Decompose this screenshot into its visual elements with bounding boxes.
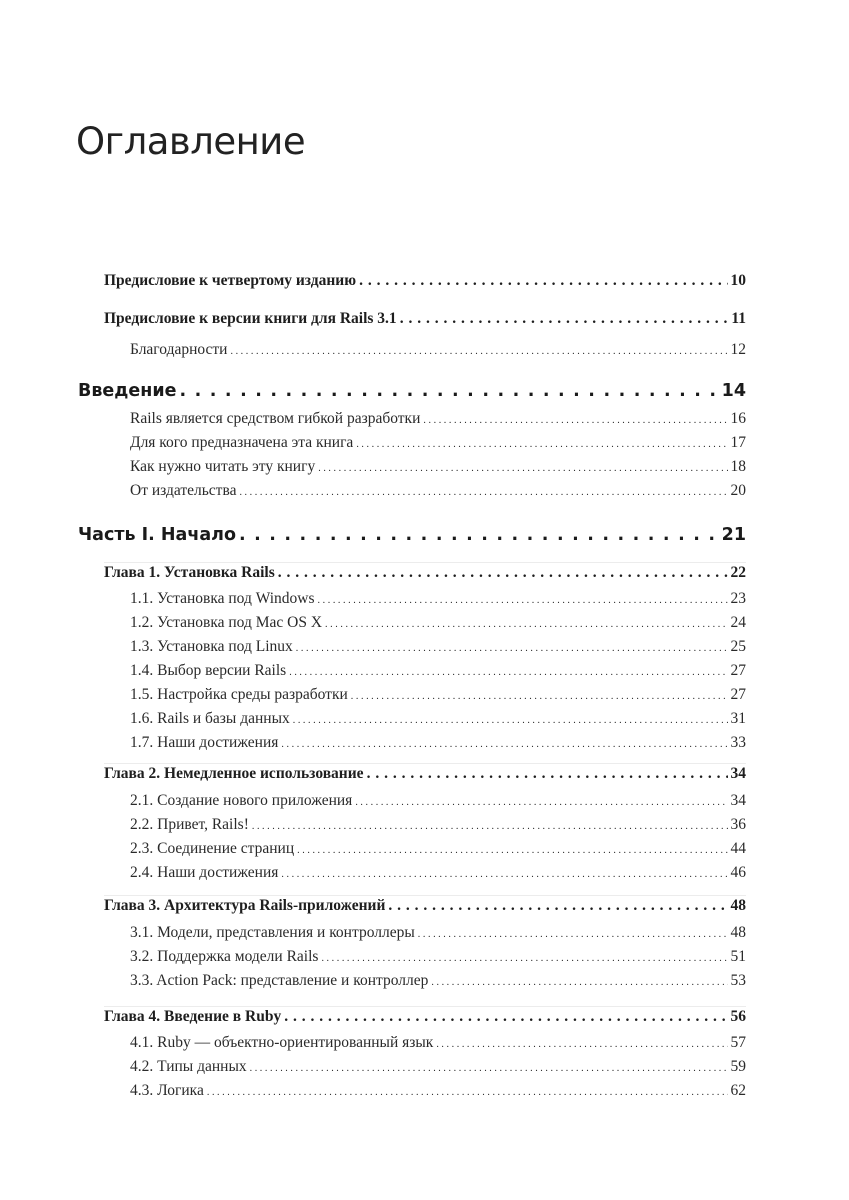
toc-entry-page: 51 <box>730 948 746 965</box>
toc-entry-page: 25 <box>730 638 746 655</box>
toc-entry-page: 24 <box>730 614 746 631</box>
toc-entry-page: 31 <box>730 710 746 727</box>
toc-entry-section[interactable] <box>130 924 746 942</box>
toc-entry-page: 48 <box>730 924 746 941</box>
toc-entry-section[interactable] <box>130 590 746 608</box>
separator <box>104 895 746 896</box>
toc-entry-title: 4.1. Ruby — объектно-ориентированный язык <box>130 1034 434 1051</box>
toc-entry-chapter[interactable] <box>104 272 746 290</box>
toc-entry-title: 4.2. Типы данных <box>130 1058 247 1075</box>
toc-entry-page: 17 <box>730 434 746 451</box>
toc-entry-title: 1.7. Наши достижения <box>130 734 279 751</box>
toc-entry-page: 23 <box>730 590 746 607</box>
toc-entry-page: 27 <box>730 662 746 679</box>
toc-entry-page: 44 <box>730 840 746 857</box>
toc-entry-section[interactable] <box>130 1082 746 1100</box>
leader-dots <box>207 1087 728 1098</box>
toc-entry-section[interactable] <box>130 792 746 810</box>
toc-entry-title: 1.4. Выбор версии Rails <box>130 662 287 679</box>
leader-dots <box>325 619 727 630</box>
toc-entry-chapter[interactable] <box>104 897 746 915</box>
toc-entry-page: 53 <box>730 972 746 989</box>
toc-entry-title: Глава 2. Немедленное использование <box>104 765 364 782</box>
leader-dots <box>367 765 728 783</box>
leader-dots <box>293 715 728 726</box>
toc-entry-title: Благодарности <box>130 341 228 358</box>
toc-entry-page: 34 <box>730 792 746 809</box>
toc-entry-page: 22 <box>730 564 746 581</box>
leader-dots <box>321 953 727 964</box>
toc-entry-title: Предисловие к четвертому изданию <box>104 272 357 289</box>
toc-entry-section[interactable] <box>130 1058 746 1076</box>
toc-entry-page: 48 <box>730 897 746 914</box>
toc-entry-part[interactable] <box>78 525 746 545</box>
toc-entry-section[interactable] <box>130 840 746 858</box>
separator <box>104 763 746 764</box>
toc-entry-section[interactable] <box>130 816 746 834</box>
leader-dots <box>436 1039 727 1050</box>
toc-entry-page: 27 <box>730 686 746 703</box>
toc-entry-title: Глава 3. Архитектура Rails-приложений <box>104 897 386 914</box>
toc-entry-section[interactable] <box>130 482 746 500</box>
toc-entry-section[interactable] <box>130 341 746 359</box>
leader-dots <box>252 821 728 832</box>
toc-entry-chapter[interactable] <box>104 310 746 328</box>
toc-entry-page: 14 <box>721 381 746 401</box>
leader-dots <box>423 415 727 426</box>
toc-entry-title: 3.2. Поддержка модели Rails <box>130 948 319 965</box>
toc-entry-title: 2.1. Создание нового приложения <box>130 792 353 809</box>
toc-entry-page: 33 <box>730 734 746 751</box>
toc-entry-title: 4.3. Логика <box>130 1082 204 1099</box>
toc-entry-title: 3.1. Модели, представления и контроллеры <box>130 924 415 941</box>
leader-dots <box>230 346 727 357</box>
toc-entry-section[interactable] <box>130 614 746 632</box>
leader-dots <box>284 1008 727 1026</box>
leader-dots <box>180 381 719 401</box>
toc-entry-title: Как нужно читать эту книгу <box>130 458 316 475</box>
toc-entry-title: Введение <box>78 381 177 401</box>
toc-entry-title: 2.4. Наши достижения <box>130 864 279 881</box>
toc-entry-section[interactable] <box>130 948 746 966</box>
toc-entry-section[interactable] <box>130 686 746 704</box>
page-title: Оглавление <box>76 120 306 163</box>
toc-entry-page: 11 <box>731 310 746 327</box>
toc-entry-title: 2.3. Соединение страниц <box>130 840 295 857</box>
toc-entry-title: Для кого предназначена эта книга <box>130 434 354 451</box>
leader-dots <box>351 691 728 702</box>
toc-entry-title: 1.1. Установка под Windows <box>130 590 315 607</box>
toc-entry-page: 57 <box>730 1034 746 1051</box>
leader-dots <box>359 272 727 290</box>
leader-dots <box>250 1063 728 1074</box>
leader-dots <box>278 564 728 582</box>
leader-dots <box>289 667 727 678</box>
toc-entry-section[interactable] <box>130 734 746 752</box>
toc-entry-title: 1.6. Rails и базы данных <box>130 710 290 727</box>
toc-entry-title: 1.5. Настройка среды разработки <box>130 686 348 703</box>
toc-entry-page: 36 <box>730 816 746 833</box>
toc-entry-title: 1.2. Установка под Mac OS X <box>130 614 323 631</box>
toc-entry-title: 1.3. Установка под Linux <box>130 638 293 655</box>
toc-entry-section[interactable] <box>130 434 746 452</box>
toc-entry-section[interactable] <box>130 458 746 476</box>
toc-entry-title: Глава 1. Установка Rails <box>104 564 275 581</box>
leader-dots <box>400 310 729 328</box>
toc-entry-title: 2.2. Привет, Rails! <box>130 816 249 833</box>
toc-entry-section[interactable] <box>130 1034 746 1052</box>
toc-entry-page: 21 <box>721 525 746 545</box>
toc-entry-page: 10 <box>730 272 746 289</box>
separator <box>104 562 746 563</box>
toc-entry-chapter[interactable] <box>104 1008 746 1026</box>
leader-dots <box>388 897 727 915</box>
leader-dots <box>355 797 727 808</box>
leader-dots <box>356 439 727 450</box>
toc-entry-page: 16 <box>730 410 746 427</box>
toc-entry-part[interactable] <box>78 381 746 401</box>
leader-dots <box>297 845 727 856</box>
leader-dots <box>281 739 727 750</box>
leader-dots <box>418 929 728 940</box>
leader-dots <box>239 525 719 545</box>
leader-dots <box>296 643 728 654</box>
toc-entry-page: 18 <box>730 458 746 475</box>
leader-dots <box>318 595 728 606</box>
toc-entry-title: Предисловие к версии книги для Rails 3.1 <box>104 310 397 327</box>
toc-entry-section[interactable] <box>130 662 746 680</box>
leader-dots <box>318 463 727 474</box>
toc-entry-page: 56 <box>730 1008 746 1025</box>
toc-entry-title: От издательства <box>130 482 237 499</box>
toc-entry-section[interactable] <box>130 710 746 728</box>
toc-entry-title: Rails является средством гибкой разработки <box>130 410 421 427</box>
separator <box>104 1006 746 1007</box>
toc-entry-chapter[interactable] <box>104 564 746 582</box>
toc-entry-page: 12 <box>730 341 746 358</box>
leader-dots <box>239 487 727 498</box>
toc-entry-title: Часть I. Начало <box>78 525 236 545</box>
toc-entry-page: 34 <box>730 765 746 782</box>
toc-entry-section[interactable] <box>130 410 746 428</box>
toc-entry-section[interactable] <box>130 864 746 882</box>
leader-dots <box>281 869 727 880</box>
toc-entry-page: 46 <box>730 864 746 881</box>
toc-entry-page: 20 <box>730 482 746 499</box>
leader-dots <box>431 977 727 988</box>
toc-entry-title: 3.3. Action Pack: представление и контроллер <box>130 972 429 989</box>
toc-entry-section[interactable] <box>130 638 746 656</box>
toc-entry-page: 59 <box>730 1058 746 1075</box>
toc-entry-chapter[interactable] <box>104 765 746 783</box>
toc-entry-title: Глава 4. Введение в Ruby <box>104 1008 282 1025</box>
toc-entry-section[interactable] <box>130 972 746 990</box>
toc-entry-page: 62 <box>730 1082 746 1099</box>
